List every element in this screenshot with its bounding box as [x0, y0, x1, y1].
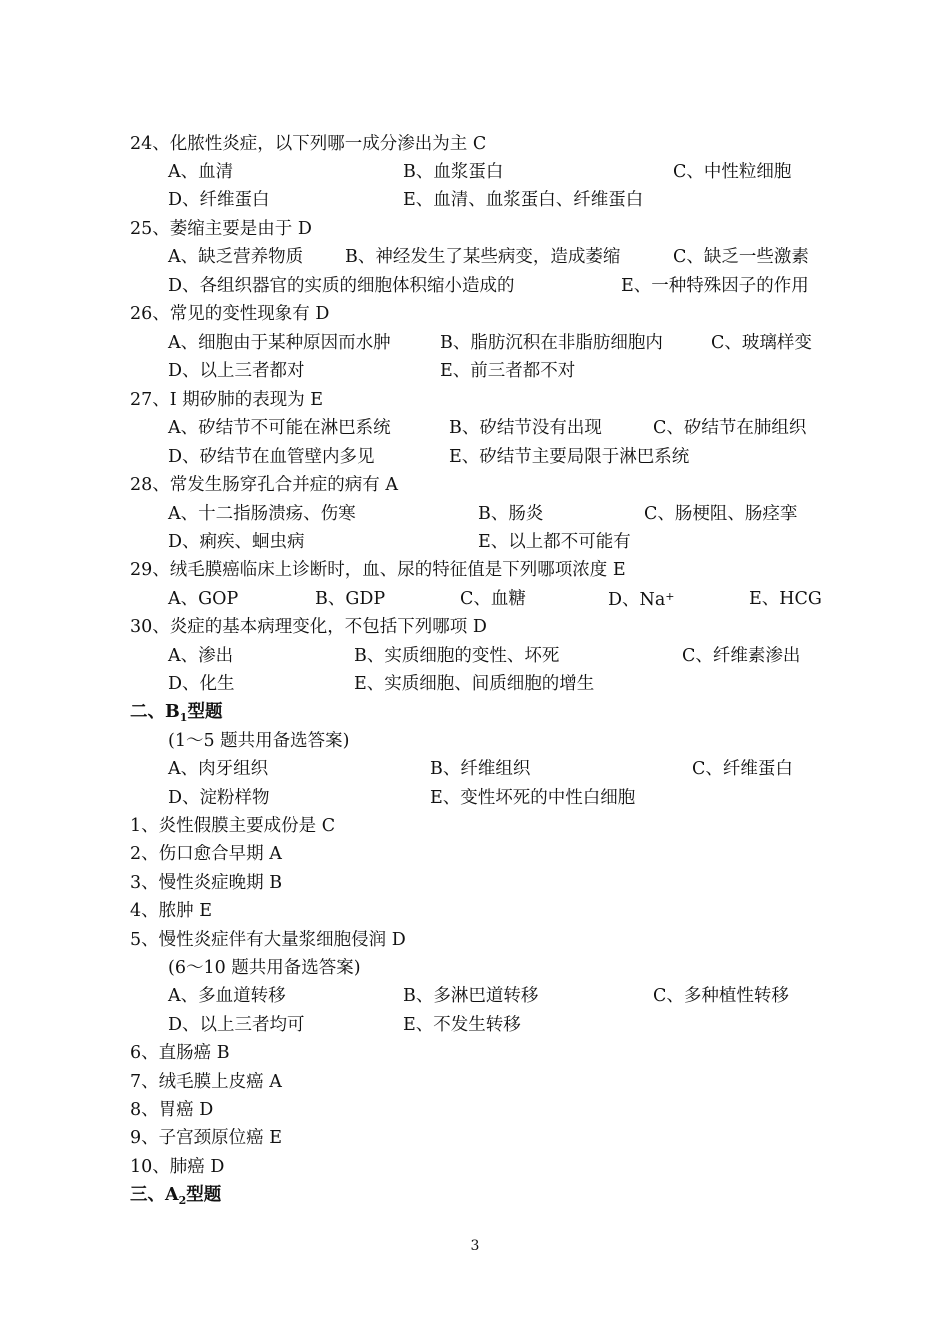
- question-27-stem: 27、I 期矽肺的表现为 E: [130, 390, 324, 410]
- option-a: A、矽结节不可能在淋巴系统: [168, 418, 391, 438]
- shared-options-note: (6～10 题共用备选答案): [168, 958, 361, 978]
- option-c: C、中性粒细胞: [673, 162, 792, 182]
- option-e: E、一种特殊因子的作用: [621, 276, 809, 296]
- option-c: C、纤维素渗出: [682, 646, 801, 666]
- option-d: D、矽结节在血管壁内多见: [168, 447, 375, 467]
- option-e: E、HCG: [749, 589, 822, 609]
- list-item: 6、直肠癌 B: [130, 1043, 230, 1063]
- list-item: 2、伤口愈合早期 A: [130, 844, 282, 864]
- option-e: E、血清、血浆蛋白、纤维蛋白: [403, 190, 644, 210]
- option-b: B、多淋巴道转移: [403, 986, 539, 1006]
- option-b: B、神经发生了某些病变，造成萎缩: [345, 247, 621, 267]
- option-d-text: D、Na: [608, 590, 666, 610]
- option-a: A、肉牙组织: [168, 759, 269, 779]
- question-26-stem: 26、常见的变性现象有 D: [130, 304, 330, 324]
- section-heading-a2: [130, 1187, 221, 1206]
- option-c: C、纤维蛋白: [692, 759, 793, 779]
- option-b: B、肠炎: [478, 504, 544, 524]
- option-b: B、纤维组织: [430, 759, 531, 779]
- option-a: A、血清: [168, 162, 234, 182]
- option-b: B、实质细胞的变性、坏死: [354, 646, 560, 666]
- list-item: 1、炎性假膜主要成份是 C: [130, 816, 336, 836]
- list-item: 4、脓肿 E: [130, 901, 212, 921]
- heading-suffix: 型题: [186, 1185, 222, 1205]
- section-heading-b1: [130, 704, 222, 723]
- option-e: E、前三者都不对: [440, 361, 576, 381]
- list-item: 3、慢性炎症晚期 B: [130, 873, 283, 893]
- list-item: 9、子宫颈原位癌 E: [130, 1128, 282, 1148]
- heading-suffix: 型题: [187, 702, 223, 722]
- question-28-stem: 28、常发生肠穿孔合并症的病有 A: [130, 475, 398, 495]
- option-a: A、十二指肠溃疡、伤寒: [168, 504, 356, 524]
- option-b: B、脂肪沉积在非脂肪细胞内: [440, 333, 663, 353]
- option-c: C、肠梗阻、肠痉挛: [644, 504, 798, 524]
- option-a: A、渗出: [168, 646, 234, 666]
- option-a: A、多血道转移: [168, 986, 286, 1006]
- option-b: B、矽结节没有出现: [449, 418, 602, 438]
- option-d: D、淀粉样物: [168, 788, 270, 808]
- list-item: 10、肺癌 D: [130, 1157, 225, 1177]
- question-29-stem: 29、绒毛膜癌临床上诊断时，血、尿的特征值是下列哪项浓度 E: [130, 560, 626, 580]
- option-d: [608, 591, 675, 610]
- option-d: D、以上三者均可: [168, 1015, 305, 1035]
- option-a: A、GOP: [168, 589, 239, 609]
- option-b: B、GDP: [315, 589, 386, 609]
- option-e: E、变性坏死的中性白细胞: [430, 788, 636, 808]
- option-c: C、缺乏一些激素: [673, 247, 809, 267]
- option-b: B、血浆蛋白: [403, 162, 504, 182]
- option-d: D、痢疾、蛔虫病: [168, 532, 305, 552]
- option-d: D、以上三者都对: [168, 361, 305, 381]
- heading-prefix: 二、B: [130, 702, 180, 722]
- heading-prefix: 三、A: [130, 1185, 179, 1205]
- option-a: A、缺乏营养物质: [168, 247, 304, 267]
- option-d: D、各组织器官的实质的细胞体积缩小造成的: [168, 276, 515, 296]
- option-e: E、不发生转移: [403, 1015, 521, 1035]
- superscript-plus: +: [665, 590, 675, 603]
- option-e: E、实质细胞、间质细胞的增生: [354, 674, 595, 694]
- list-item: 5、慢性炎症伴有大量浆细胞侵润 D: [130, 930, 406, 950]
- heading-subscript: 2: [178, 1194, 187, 1207]
- option-c: C、多种植性转移: [653, 986, 789, 1006]
- question-30-stem: 30、炎症的基本病理变化，不包括下列哪项 D: [130, 617, 487, 637]
- page-number: 3: [470, 1238, 480, 1254]
- heading-subscript: 1: [179, 711, 188, 724]
- list-item: 7、绒毛膜上皮癌 A: [130, 1072, 282, 1092]
- option-a: A、细胞由于某种原因而水肿: [168, 333, 391, 353]
- option-c: C、血糖: [460, 589, 526, 609]
- option-e: E、以上都不可能有: [478, 532, 631, 552]
- option-e: E、矽结节主要局限于淋巴系统: [449, 447, 690, 467]
- shared-options-note: (1～5 题共用备选答案): [168, 731, 350, 751]
- option-d: D、化生: [168, 674, 235, 694]
- option-c: C、玻璃样变: [711, 333, 812, 353]
- option-d: D、纤维蛋白: [168, 190, 270, 210]
- question-25-stem: 25、萎缩主要是由于 D: [130, 219, 312, 239]
- option-c: C、矽结节在肺组织: [653, 418, 807, 438]
- list-item: 8、胃癌 D: [130, 1100, 214, 1120]
- question-24-stem: 24、化脓性炎症，以下列哪一成分渗出为主 C: [130, 134, 487, 154]
